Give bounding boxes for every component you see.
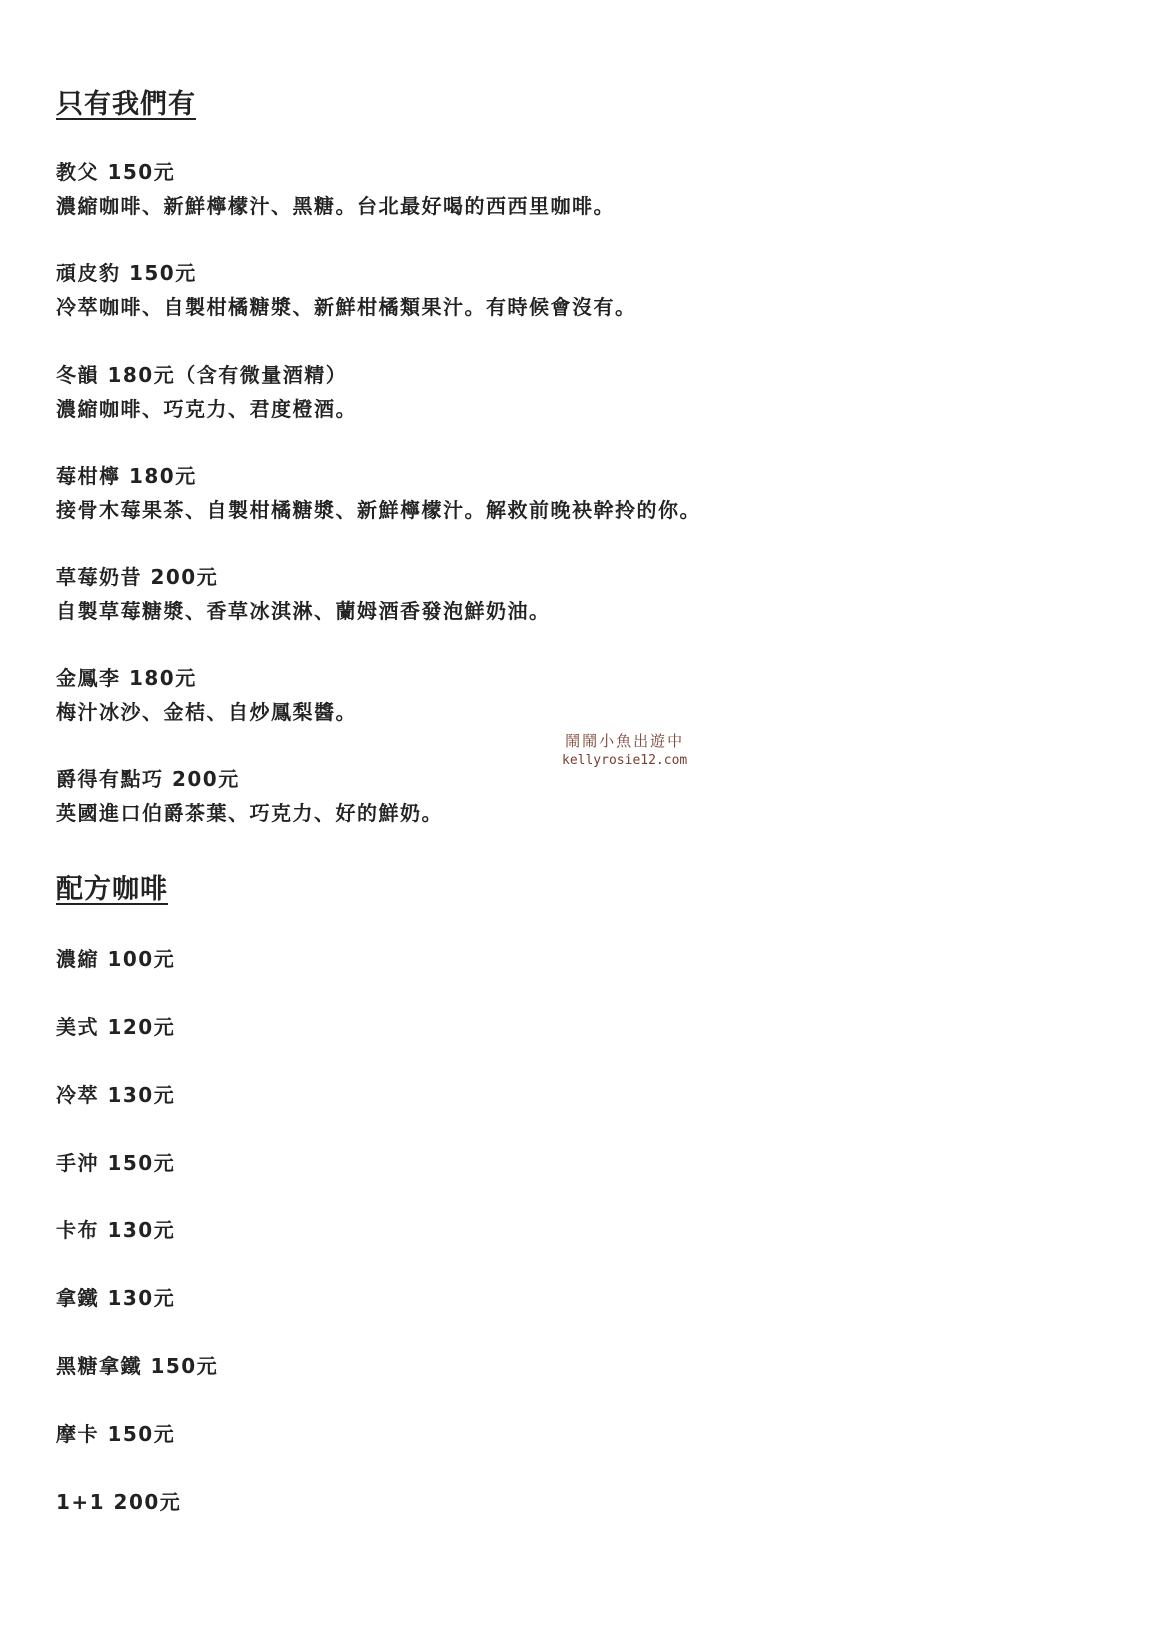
item-description: 英國進口伯爵茶葉、巧克力、好的鮮奶。 (56, 801, 443, 825)
menu-item (56, 256, 637, 324)
item-description: 冷萃咖啡、自製柑橘糖漿、新鮮柑橘類果汁。有時候會沒有。 (56, 295, 637, 319)
section-title-signature: 只有我們有 (56, 89, 196, 120)
item-name: 金鳳李 180元 (56, 666, 197, 690)
menu-item (56, 762, 443, 830)
coffee-item: 摩卡 150元 (56, 1422, 176, 1446)
menu-item (56, 459, 701, 527)
menu-item (56, 358, 357, 426)
coffee-item: 黑糖拿鐵 150元 (56, 1354, 219, 1378)
item-name: 頑皮豹 150元 (56, 261, 197, 285)
coffee-item: 濃縮 100元 (56, 947, 176, 971)
watermark (562, 730, 687, 768)
item-description: 濃縮咖啡、巧克力、君度橙酒。 (56, 397, 357, 421)
item-description: 接骨木莓果茶、自製柑橘糖漿、新鮮檸檬汁。解救前晚袂幹拎的你。 (56, 498, 701, 522)
coffee-item: 美式 120元 (56, 1015, 176, 1039)
menu-item (56, 155, 615, 223)
coffee-item: 拿鐵 130元 (56, 1286, 176, 1310)
menu-item (56, 661, 357, 729)
item-name: 教父 150元 (56, 160, 176, 184)
coffee-item: 卡布 130元 (56, 1218, 176, 1242)
section-title-blend-coffee: 配方咖啡 (56, 874, 168, 905)
item-description: 濃縮咖啡、新鮮檸檬汁、黑糖。台北最好喝的西西里咖啡。 (56, 194, 615, 218)
coffee-item: 手沖 150元 (56, 1151, 176, 1175)
watermark-url: kellyrosie12.com (562, 753, 688, 768)
item-description: 梅汁冰沙、金桔、自炒鳳梨醬。 (56, 700, 357, 724)
coffee-item: 冷萃 130元 (56, 1083, 176, 1107)
item-name: 草莓奶昔 200元 (56, 565, 219, 589)
item-name: 爵得有點巧 200元 (56, 767, 240, 791)
menu-item (56, 560, 551, 628)
coffee-item: 1+1 200元 (56, 1490, 182, 1514)
item-name: 冬韻 180元（含有微量酒精） (56, 363, 348, 387)
watermark-title: 鬧鬧小魚出遊中 (565, 732, 685, 750)
item-name: 莓柑檸 180元 (56, 464, 197, 488)
item-description: 自製草莓糖漿、香草冰淇淋、蘭姆酒香發泡鮮奶油。 (56, 599, 551, 623)
